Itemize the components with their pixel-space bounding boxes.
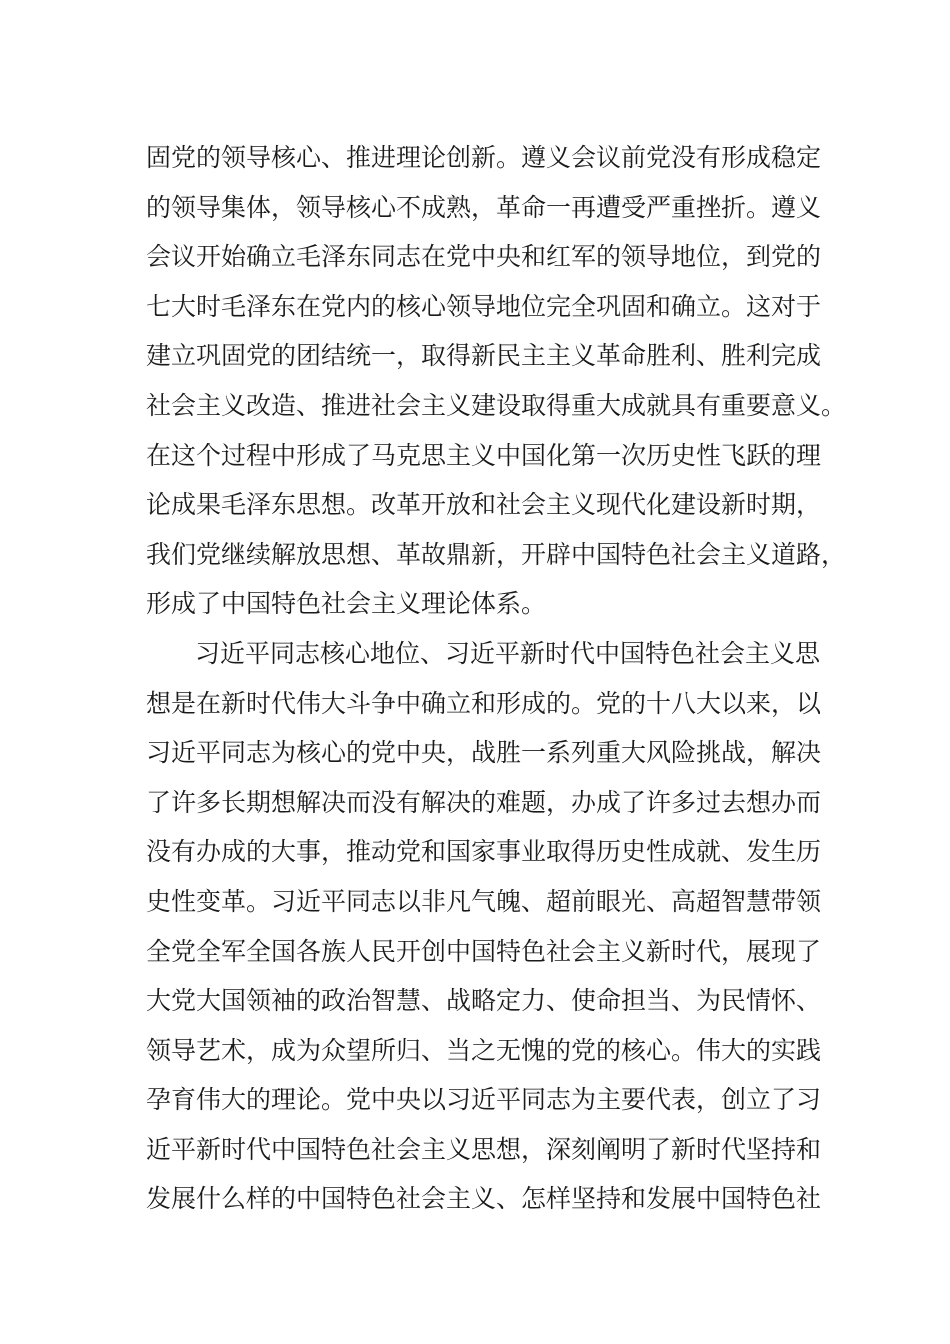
text-line-indented: 习近平同志核心地位、习近平新时代中国特色社会主义思 <box>195 638 821 668</box>
text-line: 想是在新时代伟大斗争中确立和形成的。党的十八大以来，以 <box>146 688 822 718</box>
text-line: 孕育伟大的理论。党中央以习近平同志为主要代表，创立了习 <box>146 1085 822 1115</box>
paragraph-1 <box>146 133 847 629</box>
text-line: 没有办成的大事，推动党和国家事业取得历史性成就、发生历 <box>146 837 822 867</box>
text-line: 七大时毛泽东在党内的核心领导地位完全巩固和确立。这对于 <box>146 291 822 321</box>
text-line: 形成了中国特色社会主义理论体系。 <box>146 589 547 619</box>
text-line: 论成果毛泽东思想。改革开放和社会主义现代化建设新时期， <box>146 490 822 520</box>
text-line: 发展什么样的中国特色社会主义、怎样坚持和发展中国特色社 <box>146 1184 822 1214</box>
text-line: 史性变革。习近平同志以非凡气魄、超前眼光、高超智慧带领 <box>146 886 822 916</box>
text-line: 全党全军全国各族人民开创中国特色社会主义新时代，展现了 <box>146 936 822 966</box>
text-line: 了许多长期想解决而没有解决的难题，办成了许多过去想办而 <box>146 787 822 817</box>
text-line: 领导艺术，成为众望所归、当之无愧的党的核心。伟大的实践 <box>146 1035 822 1065</box>
text-line: 建立巩固党的团结统一，取得新民主主义革命胜利、胜利完成 <box>146 341 822 371</box>
text-line: 习近平同志为核心的党中央，战胜一系列重大风险挑战，解决 <box>146 738 822 768</box>
paragraph-2 <box>146 629 836 1224</box>
text-line: 在这个过程中形成了马克思主义中国化第一次历史性飞跃的理 <box>146 440 822 470</box>
text-line: 我们党继续解放思想、革故鼎新，开辟中国特色社会主义道路， <box>146 539 847 569</box>
text-line: 近平新时代中国特色社会主义思想，深刻阐明了新时代坚持和 <box>146 1134 822 1164</box>
text-line: 社会主义改造、推进社会主义建设取得重大成就具有重要意义。 <box>146 390 847 420</box>
text-line: 大党大国领袖的政治智慧、战略定力、使命担当、为民情怀、 <box>146 986 822 1016</box>
text-line: 固党的领导核心、推进理论创新。遵义会议前党没有形成稳定 <box>146 143 822 172</box>
text-line: 会议开始确立毛泽东同志在党中央和红军的领导地位，到党的 <box>146 242 822 272</box>
body-text <box>146 133 847 1224</box>
text-line: 的领导集体，领导核心不成熟，革命一再遭受严重挫折。遵义 <box>146 192 822 222</box>
